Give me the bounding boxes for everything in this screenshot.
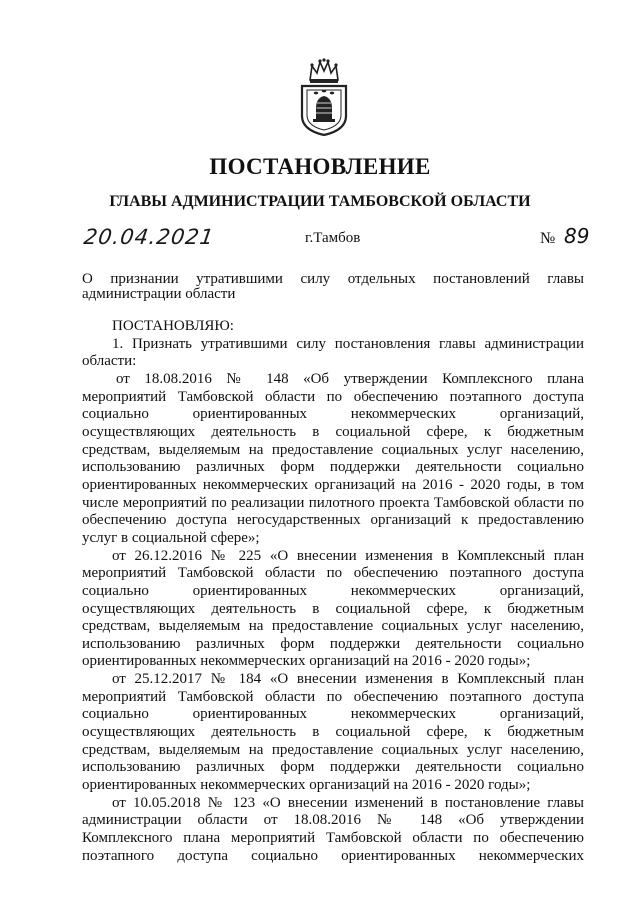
document-number-label: №	[540, 230, 556, 247]
subject-line: О признании утратившими силу отдельных постановлений главы	[82, 271, 584, 287]
body-line: поэтапного доступа социально ориентированных некоммерческих	[82, 847, 584, 864]
body-line: числе мероприятий по реализации пилотного проекта Тамбовской области по	[82, 494, 584, 511]
body-line: мероприятий Тамбовской области по обеспечению поэтапного доступа	[82, 388, 584, 405]
body-line: осуществляющих деятельность в социальной сфере, к бюджетным	[82, 724, 584, 741]
subject-line: администрации области	[82, 286, 236, 302]
document-city: г.Тамбов	[305, 230, 361, 246]
document-date: 20.04.2021	[82, 225, 216, 249]
body-line: 1. Признать утратившими силу постановления главы администрации	[112, 335, 584, 352]
body-line: социально ориентированных некоммерческих организаций,	[82, 406, 584, 423]
body-line: ориентированных некоммерческих организаций на 2016 - 2020 годы»;	[82, 653, 531, 670]
body-line: средствам, выделяемым на предоставление социальных услуг населению,	[82, 741, 584, 758]
body-line: использованию различных форм поддержки деятельности социально	[82, 635, 584, 652]
body-line: от 25.12.2017 № 184 «О внесении изменения в Комплексный план	[112, 671, 584, 688]
body-line: социально ориентированных некоммерческих организаций,	[82, 582, 584, 599]
body-line: мероприятий Тамбовской области по обеспечению поэтапного доступа	[82, 688, 584, 705]
body-line: обеспечению доступа негосударственных организаций к предоставлению	[82, 512, 584, 529]
body-line: мероприятий Тамбовской области по обеспечению поэтапного доступа	[82, 565, 584, 582]
body-line: Комплексного плана мероприятий Тамбовской области по обеспечению	[82, 830, 584, 847]
body-line: от 26.12.2016 № 225 «О внесении изменения в Комплексный план	[112, 547, 584, 564]
body-line: услуг в социальной сфере»;	[82, 529, 260, 546]
document-subject	[82, 272, 584, 302]
body-line: средствам, выделяемым на предоставление социальных услуг населению,	[82, 441, 584, 458]
body-line: социально ориентированных некоммерческих организаций,	[82, 706, 584, 723]
body-line: использованию различных форм поддержки деятельности социально	[82, 459, 584, 476]
body-line: ПОСТАНОВЛЯЮ:	[112, 318, 234, 334]
body-line: средствам, выделяемым на предоставление социальных услуг населению,	[82, 618, 584, 635]
body-line: осуществляющих деятельность в социальной сфере, к бюджетным	[82, 600, 584, 617]
body-line: осуществляющих деятельность в социальной сфере, к бюджетным	[82, 423, 584, 440]
document-body	[82, 318, 584, 865]
body-line: администрации области от 18.08.2016 № 148 «Об утверждении	[82, 812, 584, 829]
body-line: от 18.08.2016 № 148 «Об утверждении Комплексного плана	[116, 370, 584, 387]
document-number: 89	[564, 224, 590, 248]
body-line: использованию различных форм поддержки деятельности социально	[82, 759, 584, 776]
tambov-coat-of-arms-icon	[296, 58, 352, 136]
body-line: ориентированных некоммерческих организаций на 2016 - 2020 годы»;	[82, 777, 531, 794]
body-line: области:	[82, 353, 137, 370]
body-line: от 10.05.2018 № 123 «О внесении изменений в постановление главы	[112, 794, 584, 811]
document-subtitle: ГЛАВЫ АДМИНИСТРАЦИИ ТАМБОВСКОЙ ОБЛАСТИ	[109, 193, 531, 210]
document-title: ПОСТАНОВЛЕНИЕ	[209, 154, 431, 179]
body-line: ориентированных некоммерческих организаций на 2016 - 2020 годы, в том	[82, 476, 584, 493]
